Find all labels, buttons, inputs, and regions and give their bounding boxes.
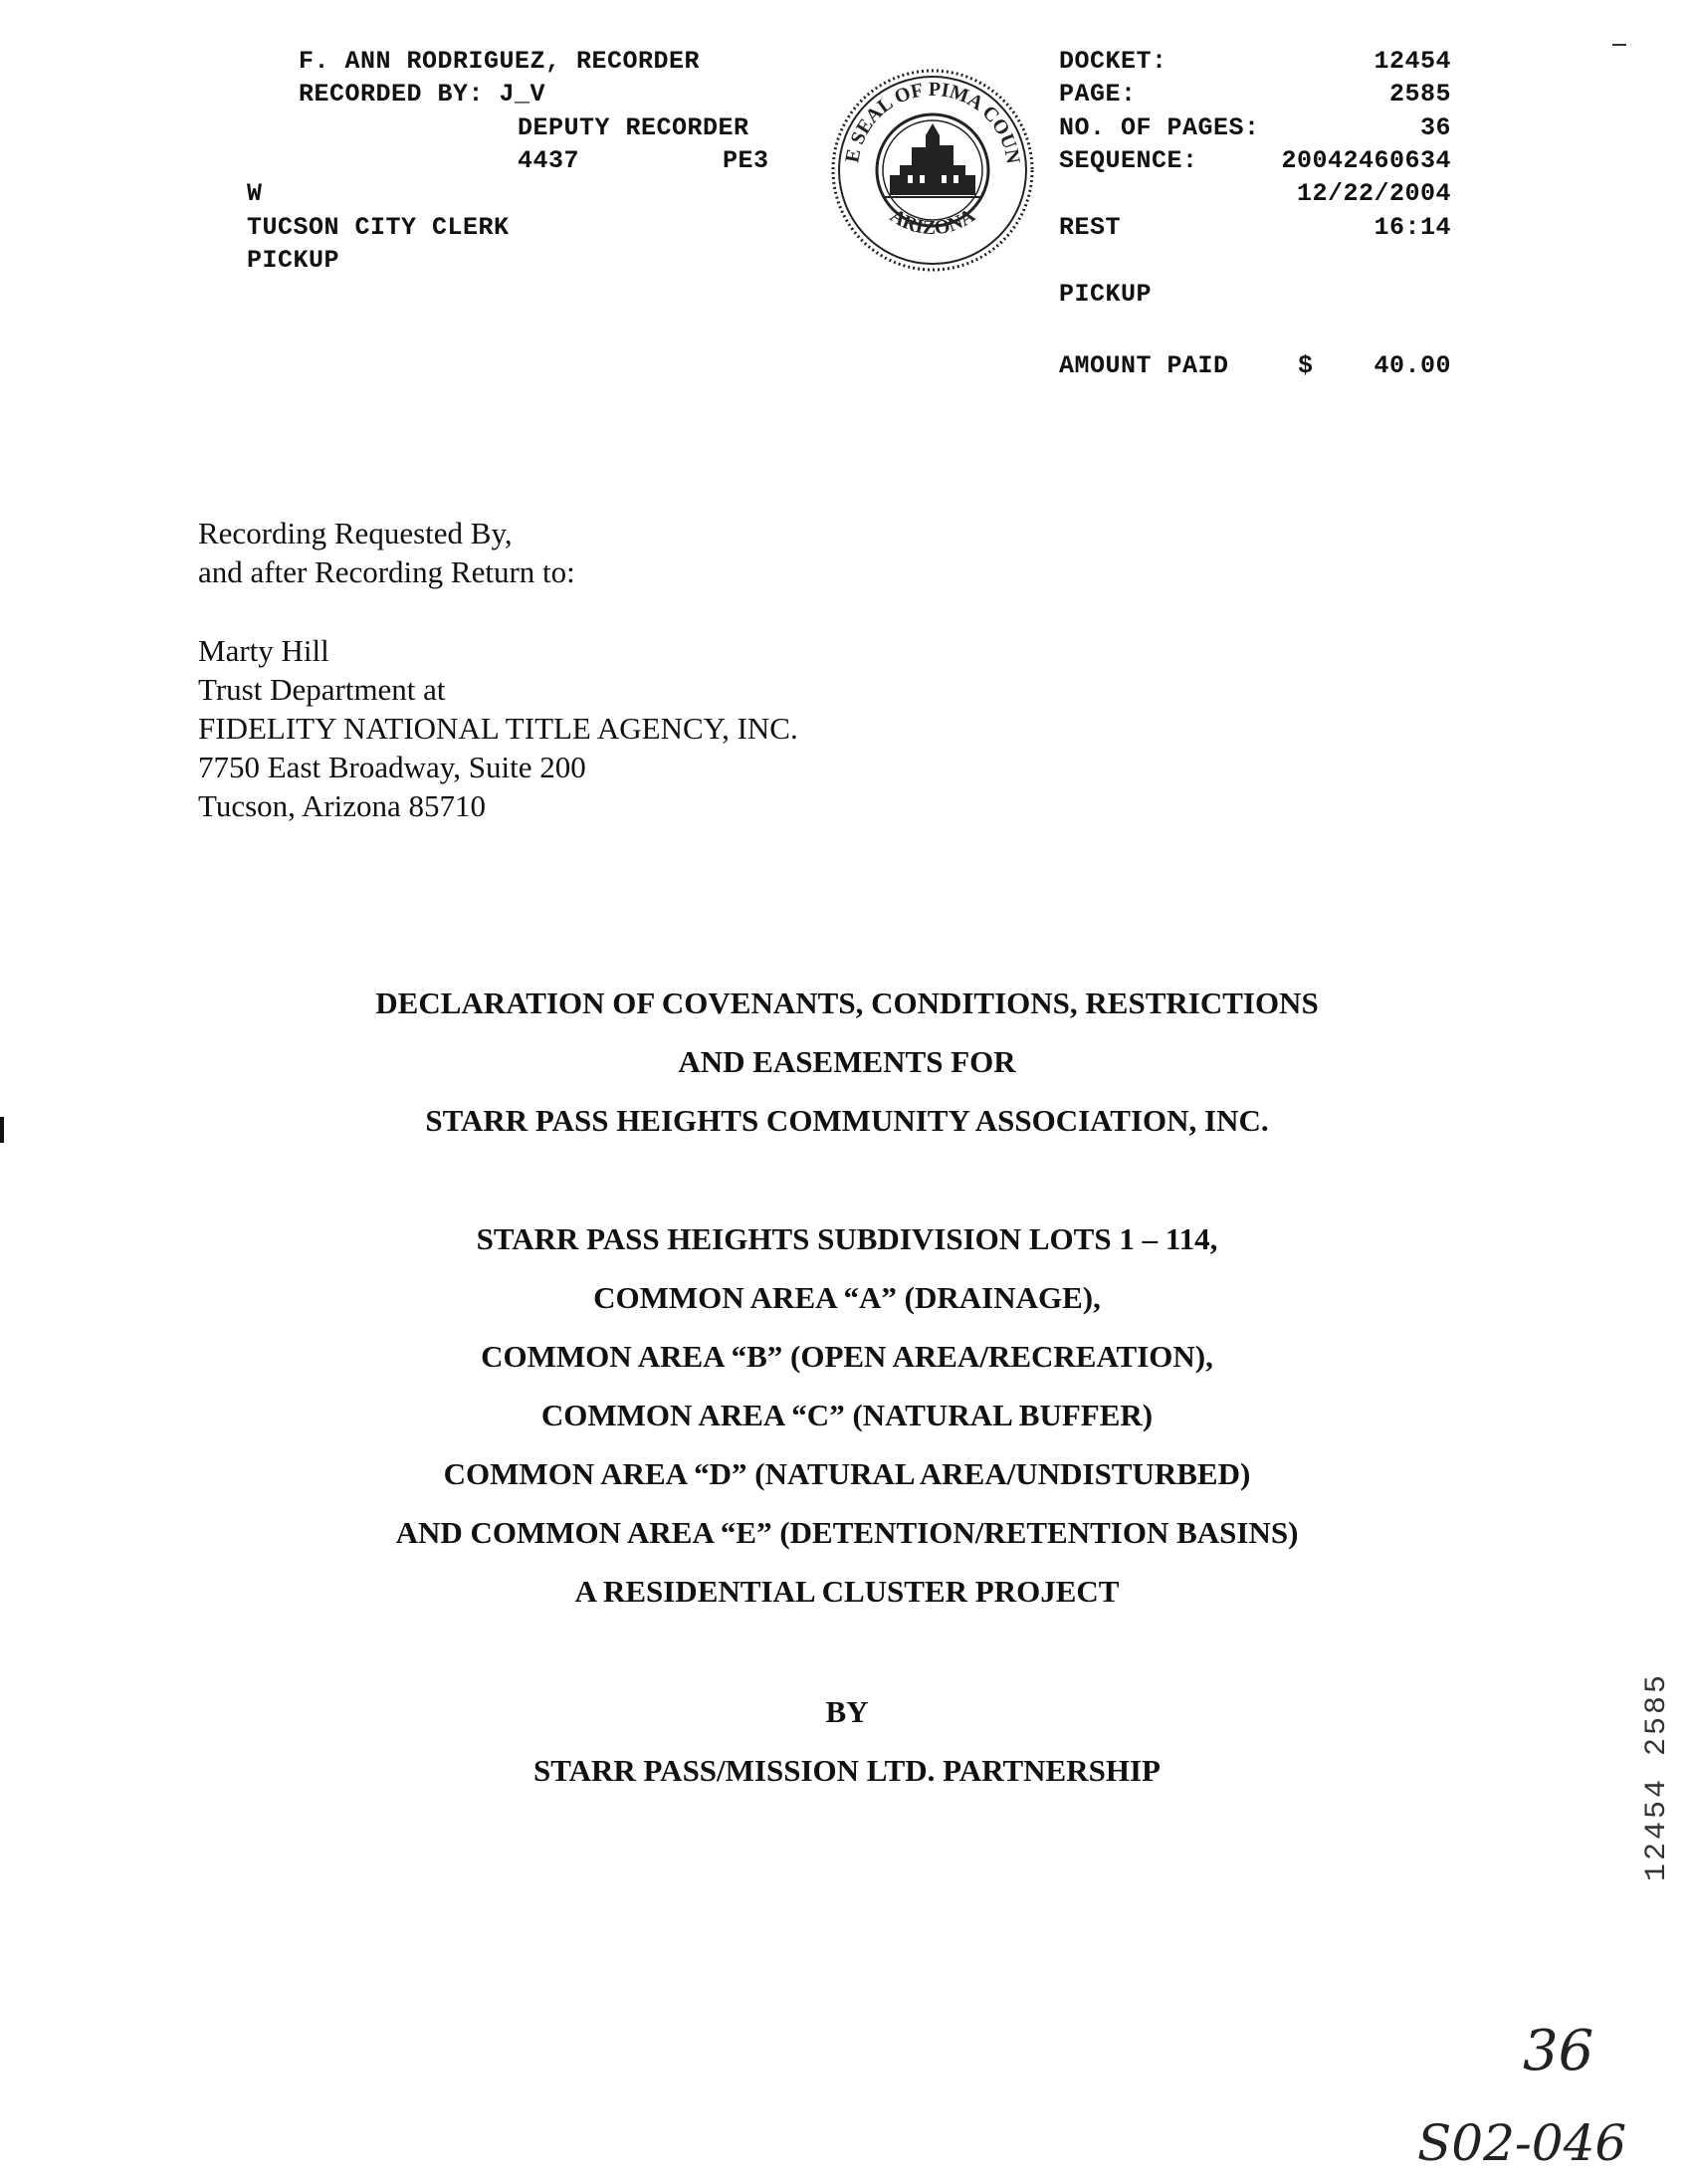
- recorder-name: F. ANN RODRIGUEZ, RECORDER: [299, 47, 701, 76]
- recorder-clerk: TUCSON CITY CLERK: [247, 213, 510, 242]
- return-address-block: [198, 631, 798, 825]
- amount-currency: $: [1298, 351, 1314, 380]
- deputy-recorder: DEPUTY RECORDER: [518, 113, 749, 142]
- recorder-pickup: PICKUP: [247, 246, 340, 275]
- subtitle-line-2: COMMON AREA “A” (DRAINAGE),: [593, 1280, 1101, 1315]
- subtitle-line-7: A RESIDENTIAL CLUSTER PROJECT: [574, 1574, 1120, 1609]
- stamp-value-time: 16:14: [1374, 213, 1451, 242]
- subtitle-line-3: COMMON AREA “B” (OPEN AREA/RECREATION),: [481, 1339, 1213, 1374]
- address-city: Tucson, Arizona 85710: [198, 788, 487, 823]
- subtitle-line-4: COMMON AREA “C” (NATURAL BUFFER): [540, 1398, 1154, 1432]
- margin-docket-stamp: 12454 2585: [1640, 1671, 1674, 1881]
- stamp-value-page: 2585: [1388, 80, 1451, 109]
- title-line-2: AND EASEMENTS FOR: [678, 1044, 1016, 1079]
- recorder-code-right: PE3: [723, 146, 769, 175]
- seal-icon: [828, 66, 1037, 275]
- stamp-value-pages: 36: [1419, 113, 1451, 142]
- stamp-value-docket: 12454: [1374, 47, 1451, 76]
- seal-top-text: E SEAL OF PIMA COUN: [841, 78, 1024, 166]
- scan-corner-mark: [1612, 44, 1626, 46]
- by-label: BY: [825, 1694, 869, 1729]
- address-company: FIDELITY NATIONAL TITLE AGENCY, INC.: [198, 711, 798, 746]
- stamp-label-rest: REST: [1059, 213, 1122, 242]
- stamp-label-docket: DOCKET:: [1059, 47, 1167, 76]
- stamp-label-pages: NO. OF PAGES:: [1059, 113, 1260, 142]
- subtitle-line-1: STARR PASS HEIGHTS SUBDIVISION LOTS 1 – 114,: [476, 1221, 1218, 1256]
- recorder-code-left: 4437: [518, 146, 580, 175]
- subtitle-line-5: COMMON AREA “D” (NATURAL AREA/UNDISTURBED): [443, 1456, 1251, 1491]
- recording-requested-block: [198, 514, 575, 591]
- address-name: Marty Hill: [198, 633, 329, 668]
- seal-bottom-text: ARIZONA: [886, 204, 979, 240]
- requested-line-1: Recording Requested By,: [198, 516, 513, 550]
- stamp-value-sequence: 20042460634: [1281, 146, 1451, 175]
- title-line-3: STARR PASS HEIGHTS COMMUNITY ASSOCIATION, INC.: [425, 1103, 1269, 1138]
- title-line-1: DECLARATION OF COVENANTS, CONDITIONS, RESTRICTIONS: [375, 985, 1319, 1020]
- svg-text:ARIZONA: [886, 204, 979, 239]
- by-party: STARR PASS/MISSION LTD. PARTNERSHIP: [533, 1753, 1161, 1788]
- recorded-by: RECORDED BY: J_V: [299, 80, 546, 109]
- amount-paid-value: 40.00: [1374, 351, 1451, 380]
- handwritten-page-count: 36: [1523, 2019, 1594, 2083]
- stamp-pickup: PICKUP: [1059, 280, 1153, 309]
- scan-edge-mark: [0, 1117, 4, 1143]
- subtitle-line-6: AND COMMON AREA “E” (DETENTION/RETENTION BASINS): [395, 1515, 1299, 1550]
- stamp-value-date: 12/22/2004: [1296, 179, 1451, 208]
- address-department: Trust Department at: [198, 672, 446, 707]
- recording-stamp: [1059, 47, 1451, 385]
- handwritten-reference: S02-046: [1417, 2114, 1627, 2172]
- address-street: 7750 East Broadway, Suite 200: [198, 750, 586, 784]
- requested-line-2: and after Recording Return to:: [198, 554, 575, 589]
- recorder-w: W: [247, 179, 263, 208]
- stamp-label-sequence: SEQUENCE:: [1059, 146, 1198, 175]
- amount-paid-label: AMOUNT PAID: [1059, 351, 1229, 380]
- county-seal: [828, 66, 1037, 275]
- stamp-label-page: PAGE:: [1059, 80, 1137, 109]
